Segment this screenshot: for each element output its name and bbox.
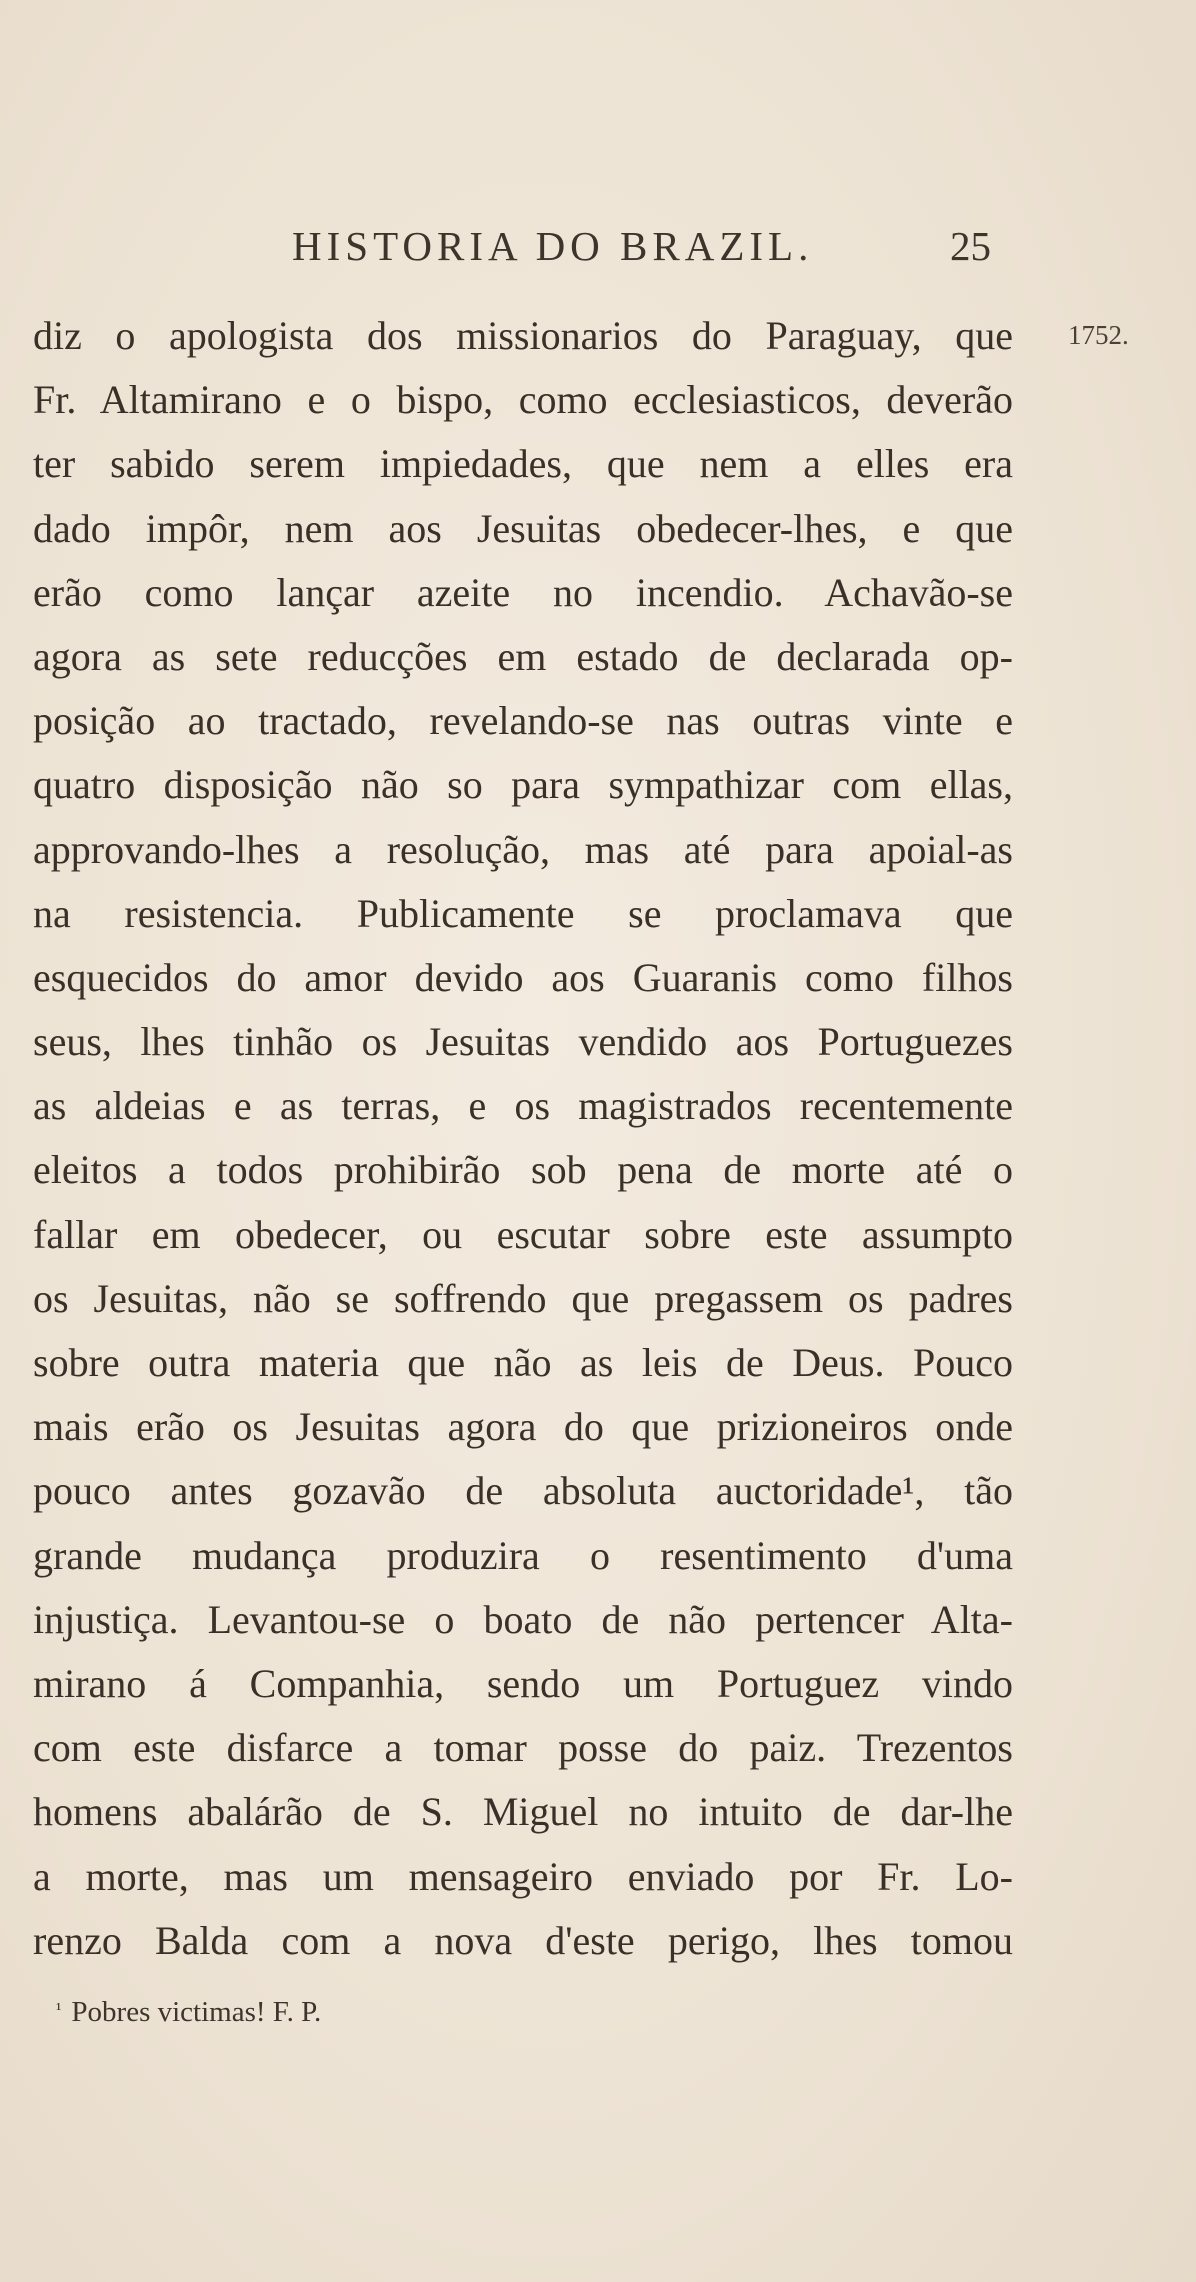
text-line: com este disfarce a tomar posse do paiz. Trezentos bbox=[33, 1725, 1013, 1771]
text-line: renzo Balda com a nova d'este perigo, lhes tomou bbox=[33, 1917, 1013, 1963]
text-line: injustiça. Levantou-se o boato de não pertencer Alta- bbox=[33, 1596, 1013, 1642]
text-line: os Jesuitas, não se soffrendo que pregassem os padres bbox=[33, 1275, 1013, 1321]
text-line: fallar em obedecer, ou escutar sobre este assumpto bbox=[33, 1211, 1013, 1257]
text-line: agora as sete reducções em estado de declarada op- bbox=[33, 633, 1013, 679]
text-line: esquecidos do amor devido aos Guaranis como filhos bbox=[33, 954, 1013, 1000]
body-text bbox=[33, 304, 1013, 1973]
text-line: diz o apologista dos missionarios do Paraguay, que bbox=[33, 313, 1013, 358]
text-line: pouco antes gozavão de absoluta auctoridade¹, tão bbox=[33, 1468, 1013, 1514]
text-line: as aldeias e as terras, e os magistrados recentemente bbox=[33, 1083, 1013, 1129]
running-title: HISTORIA DO BRAZIL. bbox=[292, 223, 814, 269]
text-line: mirano á Companhia, sendo um Portuguez vindo bbox=[33, 1660, 1013, 1706]
text-line: seus, lhes tinhão os Jesuitas vendido aos Portuguezes bbox=[33, 1019, 1013, 1065]
text-line: Fr. Altamirano e o bispo, como ecclesiasticos, deverão bbox=[33, 377, 1013, 423]
margin-year-note: 1752. bbox=[1068, 320, 1129, 350]
text-line: homens abalárão de S. Miguel no intuito de dar-lhe bbox=[33, 1789, 1013, 1835]
footnote-mark: ¹ bbox=[56, 1999, 62, 2019]
text-line: mais erão os Jesuitas agora do que prizioneiros onde bbox=[33, 1404, 1013, 1450]
text-line: grande mudança produzira o resentimento d'uma bbox=[33, 1532, 1013, 1578]
footnote bbox=[56, 1996, 321, 2029]
text-line: na resistencia. Publicamente se proclamava que bbox=[33, 890, 1013, 936]
text-line: dado impôr, nem aos Jesuitas obedecer-lhes, e que bbox=[33, 505, 1013, 551]
running-head bbox=[0, 222, 1196, 282]
footnote-text: Pobres victimas! F. P. bbox=[71, 1996, 322, 2028]
text-line: posição ao tractado, revelando-se nas outras vinte e bbox=[33, 698, 1013, 744]
text-line: a morte, mas um mensageiro enviado por Fr. Lo- bbox=[33, 1853, 1013, 1899]
text-line: quatro disposição não so para sympathizar com ellas, bbox=[33, 762, 1013, 808]
page-number: 25 bbox=[950, 223, 991, 269]
text-line: sobre outra materia que não as leis de Deus. Pouco bbox=[33, 1340, 1013, 1385]
text-line: eleitos a todos prohibirão sob pena de morte até o bbox=[33, 1147, 1013, 1193]
text-line: approvando-lhes a resolução, mas até para apoial-as bbox=[33, 826, 1013, 872]
text-line: erão como lançar azeite no incendio. Achavão-se bbox=[33, 569, 1013, 615]
text-line: ter sabido serem impiedades, que nem a elles era bbox=[33, 441, 1013, 487]
